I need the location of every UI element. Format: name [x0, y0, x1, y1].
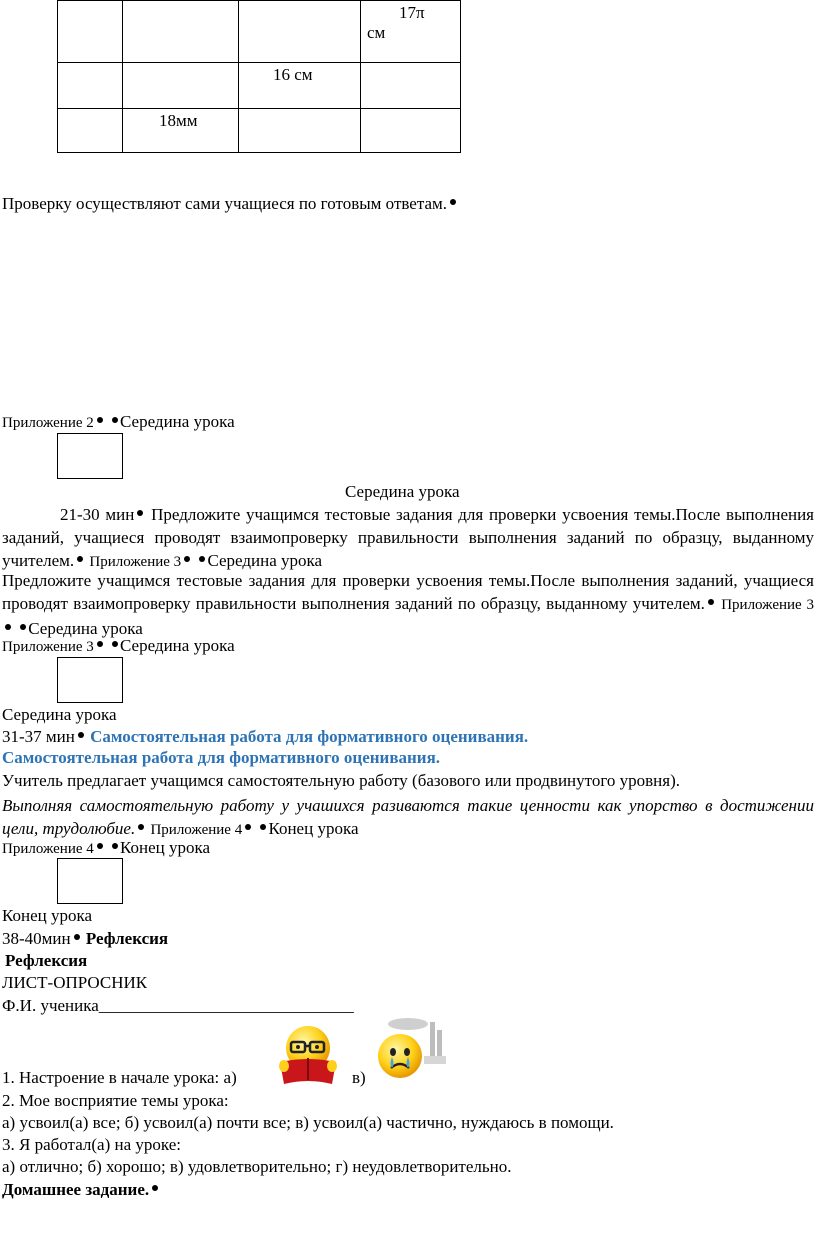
table-cell — [123, 63, 239, 109]
reflection-line — [2, 929, 168, 949]
table-cell — [123, 1, 239, 63]
question-3-answers: а) отлично; б) хорошо; в) удовлетворительно; г) неудовлетворительно. — [2, 1157, 512, 1176]
lesson-stage-label: Конец урока — [268, 819, 359, 838]
teacher-text: Учитель предлагает учащимся самостоятельную работу (базового или продвинутого уровня). — [2, 771, 680, 790]
stage-title: Середина урока — [2, 705, 117, 724]
lesson-stage-label: Середина урока — [28, 619, 143, 638]
check-text-label: Проверку осуществляют сами учащиеся по готовым ответам. — [2, 194, 448, 213]
bullet-icon — [97, 641, 103, 647]
check-text — [2, 194, 458, 214]
homework-heading: Домашнее задание. — [2, 1180, 150, 1199]
section-heading-2: Самостоятельная работа для формативного оценивания. — [2, 748, 441, 767]
table-cell — [123, 109, 239, 153]
table-cell — [239, 109, 361, 153]
appendix-2-line — [2, 412, 235, 432]
bullet-icon — [112, 641, 118, 647]
bullet-icon — [152, 1185, 158, 1191]
question-2: 2. Мое восприятие темы урока: — [2, 1091, 229, 1110]
bullet-icon — [5, 624, 11, 630]
appendix-link[interactable]: Приложение 2 — [2, 415, 94, 431]
values-text: Выполняя самостоятельную работу у учашихся разиваются такие ценности как упорство в достижении цели, трудолюбие. — [2, 796, 814, 838]
time-label: 31-37 мин — [2, 727, 75, 746]
sheet-title: ЛИСТ-ОПРОСНИК — [2, 973, 148, 992]
table-cell-value: 16 см — [273, 65, 313, 84]
section-heading: Самостоятельная работа для формативного оценивания. — [90, 727, 529, 746]
stage-title: Конец урока — [2, 906, 93, 925]
independent-work-line — [2, 727, 528, 747]
appendix-link[interactable]: Приложение 3 — [721, 597, 815, 613]
question-3: 3. Я работал(а) на уроке: — [2, 1135, 181, 1154]
table-cell — [58, 1, 123, 63]
bullet-icon — [708, 599, 714, 605]
student-name-field[interactable]: Ф.И. ученика______________________________ — [2, 996, 354, 1015]
appendix-link[interactable]: Приложение 4 — [2, 841, 94, 857]
lesson-stage-label: Конец урока — [120, 838, 211, 857]
bullet-icon — [112, 417, 118, 423]
bullet-icon — [97, 417, 103, 423]
task-paragraph-2 — [2, 569, 814, 640]
bullet-icon — [74, 934, 80, 940]
bullet-icon — [138, 824, 144, 830]
homework-line — [2, 1180, 160, 1200]
table-cell — [361, 63, 461, 109]
placeholder-box — [57, 433, 123, 479]
table-cell — [361, 109, 461, 153]
stage-title: Середина урока — [345, 482, 460, 501]
task-text: Предложите учащимся тестовые задания для проверки усвоения темы.После выполнения заданий, учащиеся проводят взаимопроверку правильности выполнения заданий по образцу, выданному учителем. — [2, 505, 815, 570]
table-cell — [361, 1, 461, 63]
appendix-link[interactable]: Приложение 3 — [2, 639, 94, 655]
reading-smiley-icon — [272, 1022, 344, 1088]
bullet-icon — [450, 199, 456, 205]
bullet-icon — [97, 843, 103, 849]
question-2-answers: а) усвоил(а) все; б) усвоил(а) почти все; в) усвоил(а) частично, нуждаюсь в помощи. — [2, 1113, 614, 1132]
table-cell-unit: см — [367, 23, 386, 42]
bullet-icon — [184, 556, 190, 562]
question-1: 1. Настроение в начале урока: а) — [2, 1068, 237, 1087]
placeholder-box — [57, 657, 123, 703]
bullet-icon — [112, 843, 118, 849]
task-text: Предложите учащимся тестовые задания для проверки усвоения темы.После выполнения заданий, учащиеся проводят взаимопроверку правильности выполнения заданий по образцу, выданному учителем. — [2, 571, 814, 613]
section-heading-2: Рефлексия — [5, 951, 88, 970]
table-cell — [239, 63, 361, 109]
lesson-stage-label: Середина урока — [120, 636, 235, 655]
crying-smiley-icon — [372, 1016, 448, 1084]
bullet-icon — [77, 556, 83, 562]
bullet-icon — [199, 556, 205, 562]
bullet-icon — [260, 824, 266, 830]
bullet-icon — [137, 510, 143, 516]
appendix-link[interactable]: Приложение 3 — [89, 554, 182, 570]
bullet-icon — [78, 732, 84, 738]
table-cell — [239, 1, 361, 63]
appendix-link[interactable]: Приложение 4 — [150, 822, 243, 838]
lesson-stage-label: Середина урока — [120, 412, 235, 431]
placeholder-box — [57, 858, 123, 904]
table-cell-value: 18мм — [159, 111, 198, 130]
section-heading: Рефлексия — [85, 929, 169, 948]
bullet-icon — [245, 824, 251, 830]
time-label: 38-40мин — [2, 929, 71, 948]
appendix-3-line — [2, 636, 235, 656]
table-cell — [58, 63, 123, 109]
answers-table — [57, 0, 461, 153]
appendix-4-line — [2, 838, 210, 858]
lesson-stage-label: Середина урока — [207, 551, 323, 570]
table-cell — [58, 109, 123, 153]
table-cell-value: 17π — [399, 3, 425, 22]
values-paragraph — [2, 794, 814, 842]
bullet-icon — [20, 624, 26, 630]
time-label: 21-30 мин — [60, 505, 135, 524]
question-1-option-b: в) — [352, 1068, 366, 1087]
task-paragraph — [2, 503, 814, 574]
